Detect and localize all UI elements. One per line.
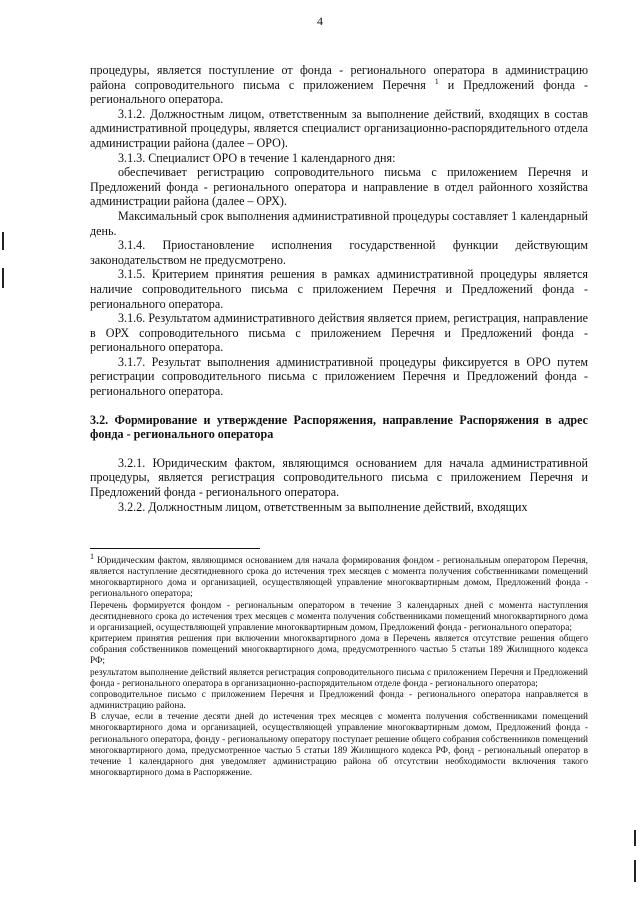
footnote-item: результатом выполнение действий является регистрация сопроводительного письма с приложением Перечня и Предложений фонда - регионального оператора в организационно-распорядительном отделе фонда - регионального оператора;: [90, 667, 588, 689]
paragraph-text: процедуры, является поступление от фонда - регионального оператора в администрацию района сопроводительного письма с приложением Перечня: [90, 63, 588, 92]
footnote-item: В случае, если в течение десяти дней до истечения трех месяцев с момента получения собственниками помещений многоквартирного дома и организацией, осуществляющей управление многоквартирным домом, Предложений фонда - регионального оператора, фонду - региональному оператору поступает решение общего собрания собственников помещений многоквартирного дома, предусмотренное частью 5 статьи 189 Жилищного кодекса РФ, фонд - региональный оператор в течение 1 календарного дня уведомляет администрацию района об отсутствии необходимости включения такого многоквартирного дома в Распоряжение.: [90, 712, 588, 778]
margin-mark-right: [634, 860, 636, 882]
footnote-item: критерием принятия решения при включении многоквартирного дома в Перечень является отсутствие решения общего собрания собственников помещений многоквартирного дома, предусмотренного частью 5 статьи 189 Жилищного кодекса РФ;: [90, 634, 588, 667]
footnote-item: сопроводительное письмо с приложением Перечня и Предложений фонда - регионального оператора направляется в администрацию района.: [90, 689, 588, 712]
paragraph-3-1-5: 3.1.5. Критерием принятия решения в рамках административной процедуры является наличие сопроводительного письма с приложением Перечня и Предложений фонда - регионального оператора.: [90, 267, 588, 311]
footnotes: [90, 551, 588, 779]
paragraph-3-1-2: 3.1.2. Должностным лицом, ответственным за выполнение действий, входящих в состав административной процедуры, является специалист организационно-распорядительного отдела администрации района (далее – ОРО).: [90, 106, 588, 150]
paragraph-3-1-7: 3.1.7. Результат выполнения административной процедуры фиксируется в ОРО путем регистрации сопроводительного письма с приложением Перечня и Предложений фонда - регионального оператора.: [90, 354, 588, 399]
paragraph-text: и Предложений фонда - регионального оператора.: [90, 77, 588, 107]
margin-mark-right: [634, 830, 636, 846]
paragraph-3-2-1: 3.2.1. Юридическим фактом, являющимся основанием для начала административной процедуры, является регистрация сопроводительного письма с приложением Перечня и Предложений фонда - регионального оператора.: [90, 455, 588, 500]
paragraph-3-1-6: 3.1.6. Результатом административного действия является прием, регистрация, направление в ОРХ сопроводительного письма с приложением Перечня и Предложений фонда - регионального оператора.: [90, 311, 588, 355]
footnote-marker: 1: [90, 551, 94, 561]
footnote-first: [90, 551, 588, 601]
page-number: 4: [317, 14, 323, 28]
section-heading: 3.2. Формирование и утверждение Распоряжения, направление Распоряжения в адрес фонда - регионального оператора: [90, 412, 588, 442]
footnote-item: Перечень формируется фондом - региональным оператором в течение 3 календарных дней с момента наступления десятидневного срока до истечения трех месяцев с момента получения собственниками помещений многоквартирного дома и организацией, осуществляющей управление многоквартирным домом, Предложений фонда - регионального оператора;: [90, 600, 588, 633]
footnote-divider: [90, 548, 260, 549]
paragraph-continuation: [90, 63, 588, 107]
main-text: [90, 63, 588, 514]
paragraph-3-1-3: 3.1.3. Специалист ОРО в течение 1 календарного дня:: [118, 150, 396, 165]
paragraph-registration: обеспечивает регистрацию сопроводительного письма с приложением Перечня и Предложений фонда - регионального оператора и направление в отдел районного хозяйства администрации района (далее – ОРХ).: [90, 165, 588, 209]
paragraph-3-2-2: 3.2.2. Должностным лицом, ответственным за выполнение действий, входящих: [118, 499, 528, 514]
margin-mark-left: [2, 268, 4, 288]
paragraph-3-1-4: 3.1.4. Приостановление исполнения государственной функции действующим законодательством не предусмотрено.: [90, 238, 588, 267]
footnote-text: Юридическим фактом, являющимся основанием для начала формирования фондом - региональным оператором Перечня, является наступление десятидневного срока до истечения трех месяцев с момента получения собственниками помещений многоквартирного дома и организацией, осуществляющей управление многоквартирным домом, Предложений фонда - регионального оператора;: [90, 556, 588, 600]
footnote-reference[interactable]: 1: [434, 76, 439, 86]
margin-mark-left: [2, 232, 4, 250]
paragraph-max-term: Максимальный срок выполнения административной процедуры составляет 1 календарный день.: [90, 208, 588, 238]
